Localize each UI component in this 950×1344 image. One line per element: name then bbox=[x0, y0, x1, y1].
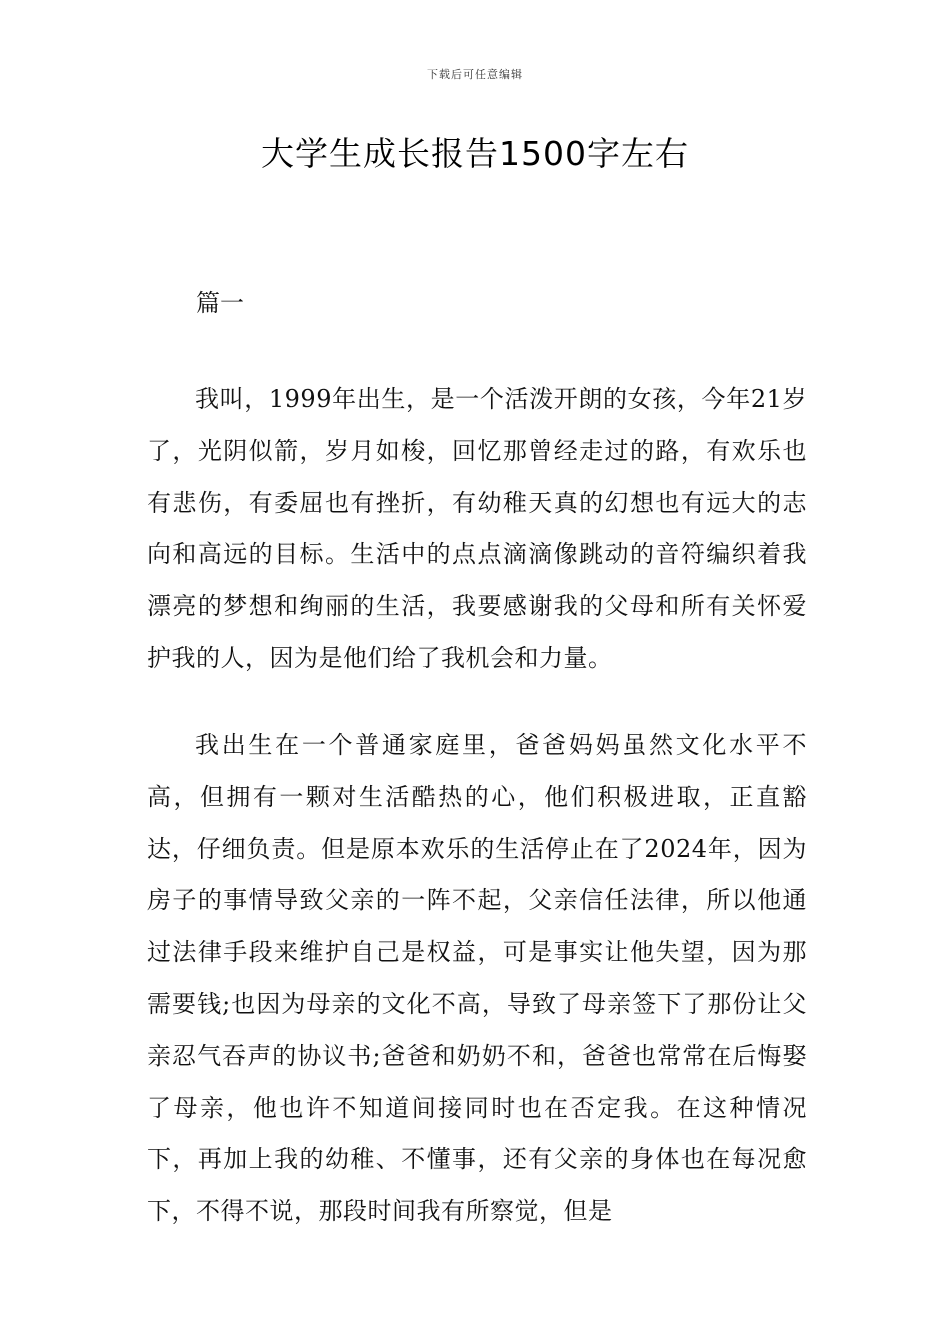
header-note: 下载后可任意编辑 bbox=[427, 68, 523, 81]
paragraph: 我出生在一个普通家庭里，爸爸妈妈虽然文化水平不高，但拥有一颗对生活酷热的心，他们积极进取，正直豁达，仔细负责。但是原本欢乐的生活停止在了2024年，因为房子的事情导致父亲的一阵不起，父亲信任法律，所以他通过法律手段来维护自己是权益，可是事实让他失望，因为那需要钱;也因为母亲的文化不高，导致了母亲签下了那份让父亲忍气吞声的协议书;爸爸和奶奶不和，爸爸也常常在后悔娶了母亲，他也许不知道间接同时也在否定我。在这种情况下，再加上我的幼稚、不懂事，还有父亲的身体也在每况愈下，不得不说，那段时间我有所察觉，但是 bbox=[147, 731, 807, 1226]
section-heading: 篇一 bbox=[196, 289, 244, 317]
paragraph: 我叫，1999年出生，是一个活泼开朗的女孩，今年21岁了，光阴似箭，岁月如梭，回忆那曾经走过的路，有欢乐也有悲伤，有委屈也有挫折，有幼稚天真的幻想也有远大的志向和高远的目标。生活中的点点滴滴像跳动的音符编织着我漂亮的梦想和绚丽的生活，我要感谢我的父母和所有关怀爱护我的人，因为是他们给了我机会和力量。 bbox=[147, 385, 807, 672]
document-title: 大学生成长报告1500字左右 bbox=[261, 134, 689, 173]
